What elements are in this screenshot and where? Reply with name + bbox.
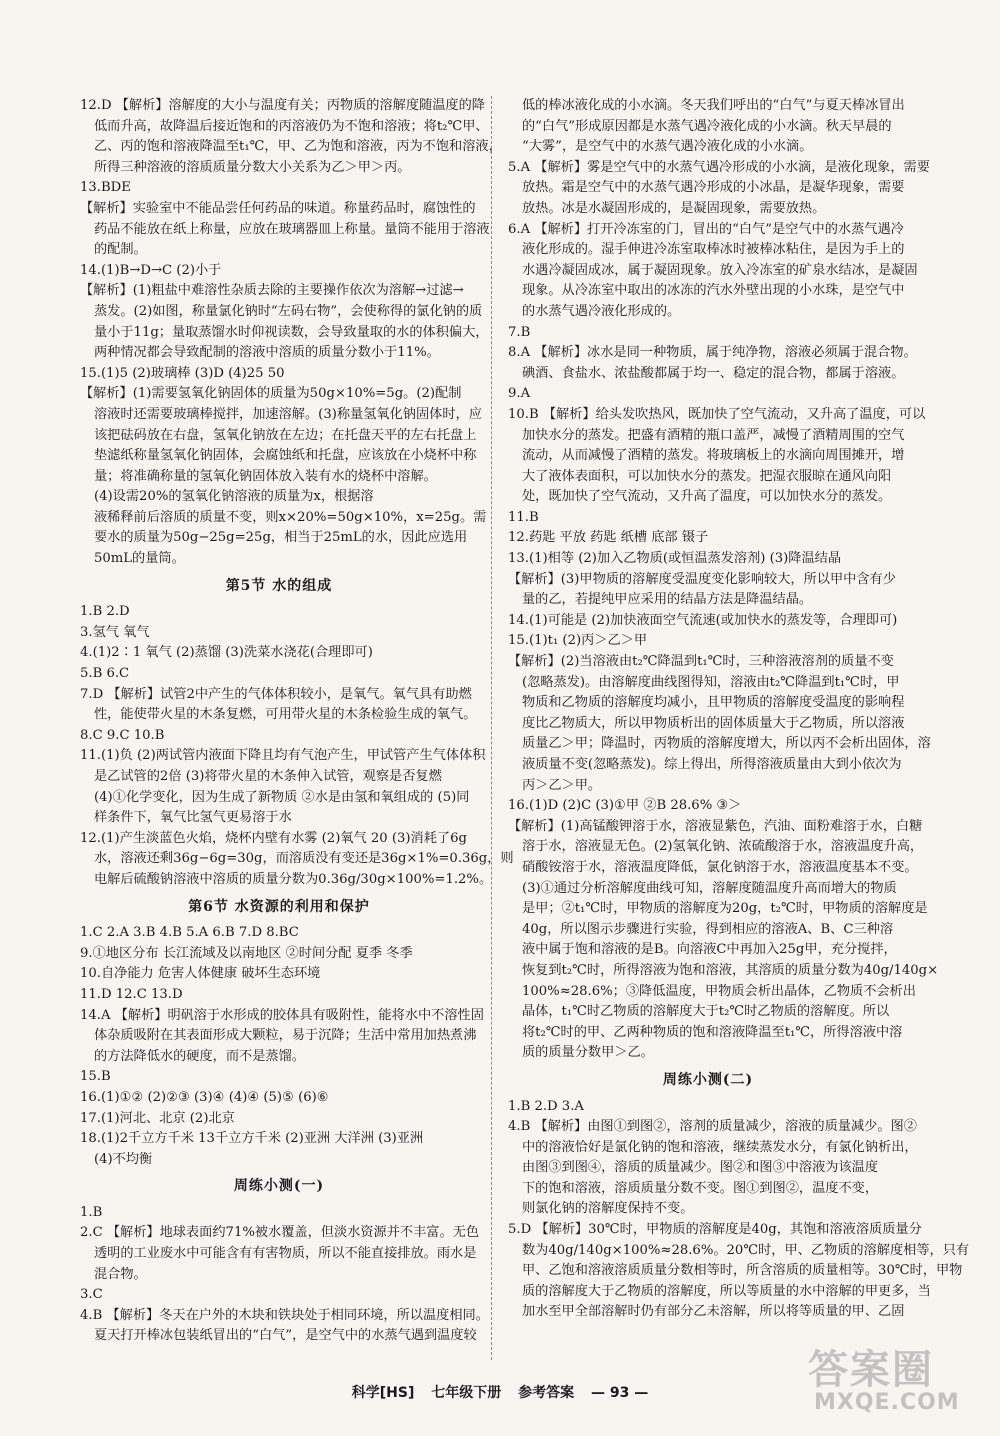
answer-line: 【解析】(1)高锰酸钾溶于水，溶液显紫色，汽油、面粉难溶于水，白糖 — [508, 818, 923, 834]
answer-line: 3.氢气 氧气 — [80, 624, 150, 640]
answer-line: 放热。霜是空气中的水蒸气遇冷形成的小冰晶，是凝华现象，需要 — [522, 180, 905, 196]
answer-line: 【解析】(2)当溶液由t₂℃降温到t₁℃时，三种溶液溶剂的质量不变 — [508, 654, 894, 670]
answer-line: 【解析】(1)粗盐中难溶性杂质去除的主要操作依次为溶解→过滤→ — [80, 283, 464, 299]
answer-line: 甲、乙饱和溶液溶质质量分数相等时，所含溶质的质量相等。30℃时，甲物 — [522, 1263, 963, 1279]
answer-line: 是甲；②t₁℃时，甲物质的溶解度为20g，t₂℃时，甲物质的溶解度是 — [522, 901, 928, 917]
answer-line: 溶于水，溶液显无色。(2)氢氧化钠、浓硫酸溶于水，溶液温度升高， — [522, 839, 924, 855]
answer-line: 水，溶液还剩36g−6g=30g，而溶质没有变还是36g×1%=0.36g，则 — [94, 851, 514, 867]
answer-line: 由图③到图④，溶质的质量减少。图②和图③中溶液为该温度 — [522, 1160, 879, 1176]
column-divider — [491, 96, 492, 1360]
answer-line: 8.C 9.C 10.B — [80, 727, 165, 743]
answer-line: 13.BDE — [80, 180, 131, 196]
answer-line: 5.B 6.C — [80, 666, 130, 682]
answer-line: 性，能使带火星的木条复燃，可用带火星的木条检验生成的氧气。 — [94, 707, 477, 723]
footer-label: 参考答案 — [518, 1385, 575, 1401]
answer-line: 9.A — [508, 386, 531, 402]
answer-line: 低的棒冰液化成的小水滴。冬天我们呼出的“白气”与夏天棒冰冒出 — [522, 98, 905, 113]
answer-line: 18.(1)2千立方千米 13千立方千米 (2)亚洲 大洋洲 (3)亚洲 — [80, 1131, 424, 1147]
answer-line: 11.B — [508, 509, 539, 525]
answer-line: 5.D 【解析】30℃时，甲物质的溶解度是40g，其饱和溶液溶质质量分 — [508, 1222, 922, 1238]
answer-line: 混合物。 — [94, 1266, 147, 1282]
answer-line: 样条件下，氧气比氢气更易溶于水 — [94, 810, 292, 826]
answer-line: 两种情况都会导致配制的溶液中溶质的质量分数小于11%。 — [94, 345, 440, 361]
answer-line: 放热。冰是水凝固形成的，是凝固现象，需要放热。 — [522, 200, 826, 216]
answer-line: (4)①化学变化，因为生成了新物质 ②水是由氢和氧组成的 (5)同 — [94, 789, 470, 805]
footer-page-number: — 93 — — [591, 1385, 649, 1401]
answer-line: 4.B 【解析】冬天在户外的木块和铁块处于相同环境，所以温度相同。 — [80, 1307, 489, 1323]
answer-line: 1.C 2.A 3.B 4.B 5.A 6.B 7.D 8.BC — [80, 925, 299, 941]
right-column — [508, 96, 970, 1323]
answer-line: 要水的质量为50g−25g=25g，相当于25mL的水，因此应选用 — [94, 530, 468, 546]
answer-line: 该把砝码放在右盘，氢氧化钠放在左边；在托盘天平的左右托盘上 — [94, 427, 477, 443]
answer-line: (3)①通过分析溶解度曲线可知，溶解度随温度升高而增大的物质 — [522, 880, 897, 896]
answer-line: 14.(1)可能是 (2)加快液面空气流速(或加快水的蒸发等，合理即可) — [508, 612, 898, 628]
answer-line: 9.①地区分布 长江流域及以南地区 ②时间分配 夏季 冬季 — [80, 945, 413, 961]
answer-line: 液质量不变(忽略蒸发)。综上得出，所得溶液质量由大到小依次为 — [522, 757, 902, 772]
answer-line: 硝酸铵溶于水，溶液温度降低，氯化钠溶于水，溶液温度基本不变。 — [522, 859, 918, 875]
answer-line: 12.D 【解析】溶解度的大小与温度有关；丙物质的溶解度随温度的降 — [80, 98, 485, 113]
answer-line: 液中属于饱和溶液的是B。向溶液C中再加入25g甲，充分搅拌， — [522, 942, 897, 958]
section-heading: 周练小测(一) — [233, 1178, 325, 1195]
answer-line: 10.B 【解析】给头发吹热风，既加快了空气流动，又升高了温度，可以 — [508, 406, 926, 422]
answer-line: 11.D 12.C 13.D — [80, 986, 183, 1002]
answer-line: 16.(1)D (2)C (3)①甲 ②B 28.6% ③＞ — [508, 798, 742, 814]
answer-line: 14.A 【解析】明矾溶于水形成的胶体具有吸附性，能将水中不溶性固 — [80, 1007, 484, 1023]
answer-line: (4)设需20%的氢氧化钠溶液的质量为x，根据溶 — [94, 489, 374, 505]
left-column — [80, 96, 514, 1347]
answer-line: (4)不均衡 — [94, 1151, 153, 1167]
answer-line: 液化形成的。湿手伸进冷冻室取棒冰时被棒冰粘住，是因为手上的 — [522, 242, 905, 258]
watermark-text: 答案圈 — [808, 1347, 934, 1393]
answer-line: 8.A 【解析】冰水是同一种物质，属于纯净物，溶液必须属于混合物。 — [508, 345, 917, 361]
answer-line: 加水至甲全部溶解时仍有部分乙未溶解，所以将等质量的甲、乙固 — [522, 1304, 905, 1320]
answer-line: 低而升高，故降温后接近饱和的丙溶液仍为不饱和溶液；将t₂℃甲、 — [94, 118, 489, 134]
answer-line: 碘酒、食盐水、浓盐酸都属于均一、稳定的混合物，都属于溶液。 — [522, 365, 905, 381]
footer-subject: 科学[HS] — [351, 1385, 415, 1401]
watermark-url: MXQE.COM — [814, 1390, 960, 1415]
answer-line: 1.B 2.D — [80, 604, 130, 620]
answer-line: 1.B 2.D 3.A — [508, 1098, 584, 1114]
answer-line: 体杂质吸附在其表面形成大颗粒，易于沉降；生活中常用加热煮沸 — [94, 1028, 477, 1044]
answer-line: 液稀释前后溶质的质量不变，则x×20%=50g×10%，x=25g。需 — [94, 509, 487, 525]
answer-line: 16.(1)①② (2)②③ (3)④ (4)④ (5)⑤ (6)⑥ — [80, 1089, 329, 1105]
answer-line: 量的乙，若提纯甲应采用的结晶方法是降温结晶。 — [522, 592, 813, 608]
answer-line: 乙、丙的饱和溶液降温至t₁℃，甲、乙为饱和溶液，丙为不饱和溶液， — [94, 139, 502, 155]
answer-line: 100%≈28.6%；③降低温度，甲物质会析出晶体，乙物质不会析出 — [522, 983, 916, 999]
answer-line: 夏天打开棒冰包装纸冒出的“白气”，是空气中的水蒸气遇到温度较 — [94, 1328, 477, 1344]
answer-line: 12.药匙 平放 药匙 纸槽 底部 镊子 — [508, 530, 709, 546]
answer-line: 垫滤纸称量氢氧化钠固体，会腐蚀纸和托盘，应该放在小烧杯中称 — [94, 448, 477, 464]
answer-line: 【解析】(1)需要氢氧化钠固体的质量为50g×10%=5g。(2)配制 — [80, 386, 462, 402]
answer-line: 数为40g/140g×100%≈28.6%。20℃时，甲、乙物质的溶解度相等，只有 — [522, 1242, 970, 1258]
answer-line: 质量乙＞甲；降温时，丙物质的溶解度增大，所以丙不会析出固体，溶 — [522, 736, 931, 752]
answer-line: 15.B — [80, 1069, 111, 1085]
section-heading: 第6节 水资源的利用和保护 — [188, 898, 370, 915]
answer-line: 的配制。 — [94, 242, 147, 258]
answer-line: 量；将准确称量的氢氧化钠固体放入装有水的烧杯中溶解。 — [94, 468, 437, 484]
answer-line: 度比乙物质大，所以甲物质析出的固体质量大于乙物质，所以溶液 — [522, 715, 905, 731]
answer-line: 加快水分的蒸发。把盛有酒精的瓶口盖严，减慢了酒精周围的空气 — [522, 427, 905, 443]
answer-line: 水遇冷凝固成冰，属于凝固现象。放入冷冻室的矿泉水结冰，是凝固 — [522, 262, 918, 278]
answer-line: 2.C 【解析】地球表面约71%被水覆盖，但淡水资源并不丰富。无色 — [80, 1225, 480, 1241]
answer-line: 恢复到t₂℃时，所得溶液为饱和溶液，其溶质的质量分数为40g/140g× — [522, 962, 939, 978]
answer-line: 电解后硫酸钠溶液中溶质的质量分数为0.36g/30g×100%=1.2%。 — [94, 871, 493, 887]
answer-line: 14.(1)B→D→C (2)小于 — [80, 262, 222, 278]
section-heading: 周练小测(二) — [662, 1071, 754, 1088]
answer-line: 药品不能放在纸上称量，应放在玻璃器皿上称量。量筒不能用于溶液 — [94, 221, 490, 237]
answer-line: 11.(1)负 (2)两试管内液面下降且均有气泡产生，甲试管产生气体体积 — [80, 748, 486, 764]
answer-line: 量小于11g；量取蒸馏水时仰视读数，会导致量取的水的体积偏大， — [94, 324, 489, 340]
answer-line: 【解析】(3)甲物质的溶解度受温度变化影响较大，所以甲中含有少 — [508, 571, 896, 587]
section-heading: 第5节 水的组成 — [225, 577, 333, 594]
answer-line: 质的质量分数甲＞乙。 — [522, 1045, 654, 1061]
answer-line: 大了液体表面积，可以加快水分的蒸发。把湿衣服晾在通风向阳 — [522, 468, 892, 484]
answer-line: 10.自净能力 危害人体健康 破坏生态环境 — [80, 966, 321, 982]
answer-line: 13.(1)相等 (2)加入乙物质(或恒温蒸发溶剂) (3)降温结晶 — [508, 551, 842, 567]
answer-line: 【解析】实验室中不能品尝任何药品的味道。称量药品时，腐蚀性的 — [80, 200, 476, 216]
answer-line: 4.B 【解析】由图①到图②，溶剂的质量减少，溶液的质量减少。图② — [508, 1119, 917, 1135]
answer-line: 7.D 【解析】试管2中产生的气体体积较小，是氧气。氧气具有助燃 — [80, 686, 472, 702]
answer-line: 流动，从而减慢了酒精的蒸发。将玻璃板上的水滴向周围摊开，增 — [522, 448, 905, 464]
answer-line: 现象。从冷冻室中取出的冰冻的汽水外壁出现的小水珠，是空气中 — [522, 283, 905, 299]
answer-line: 12.(1)产生淡蓝色火焰，烧杯内壁有水雾 (2)氧气 20 (3)消耗了6g — [80, 830, 467, 846]
answer-line: 透明的工业废水中可能含有有害物质，所以不能直接排放。雨水是 — [94, 1246, 477, 1262]
footer-grade: 七年级下册 — [431, 1385, 502, 1401]
answer-line: 是乙试管的2倍 (3)将带火星的木条伸入试管，观察是否复燃 — [94, 769, 442, 784]
answer-line: 4.(1)2∶1 氧气 (2)蒸馏 (3)洗菜水浇花(合理即可) — [80, 645, 373, 661]
answer-line: 的水蒸气遇冷液化形成的。 — [522, 303, 681, 319]
answer-line: 丙＞乙＞甲。 — [522, 777, 602, 793]
answer-line: “大雾”，是空气中的水蒸气遇冷液化成的小水滴。 — [522, 139, 813, 155]
answer-line: 晶体，t₁℃时乙物质的溶解度大于t₂℃时乙物质的溶解度。所以 — [522, 1004, 890, 1020]
answer-line: 溶液时还需要玻璃棒搅拌，加速溶解。(3)称量氢氧化钠固体时，应 — [94, 406, 482, 422]
answer-line: 的“白气”形成原因都是水蒸气遇冷液化成的小水滴。秋天早晨的 — [522, 118, 892, 134]
answer-line: 将t₂℃时的甲、乙两种物质的饱和溶液降温至t₁℃，所得溶液中溶 — [522, 1024, 903, 1040]
answer-line: 下的饱和溶液，溶质质量分数不变。图①到图②，温度不变， — [522, 1180, 879, 1196]
answer-line: 5.A 【解析】雾是空气中的水蒸气遇冷形成的小水滴，是液化现象，需要 — [508, 159, 930, 175]
answer-line: 15.(1)5 (2)玻璃棒 (3)D (4)25 50 — [80, 365, 285, 381]
answer-line: 17.(1)河北、北京 (2)北京 — [80, 1110, 235, 1126]
answer-line: 处，既加快了空气流动，又升高了温度，可以加快水分的蒸发。 — [522, 489, 892, 505]
answer-line: 蒸发。(2)如图，称量氯化钠时“左码右物”，会使称得的氯化钠的质 — [94, 303, 483, 319]
answer-line: 中的溶液恰好是氯化钠的饱和溶液，继续蒸发水分，有氯化钠析出， — [522, 1139, 918, 1155]
answer-line: (忽略蒸发)。由溶解度曲线图得知，溶液由t₂℃降温到t₁℃时，甲 — [522, 674, 900, 690]
answer-line: 7.B — [508, 324, 531, 340]
answer-line: 的方法降低水的硬度，而不是蒸馏。 — [94, 1048, 305, 1064]
answer-line: 则氯化钠的溶解度保持不变。 — [522, 1201, 694, 1217]
answer-line: 3.C — [80, 1287, 103, 1303]
answer-line: 15.(1)t₁ (2)丙＞乙＞甲 — [508, 633, 648, 649]
watermark-logo — [804, 1338, 974, 1428]
answer-line: 质的溶解度大于乙物质的溶解度，所以等质量的水中溶解的甲更多，当 — [522, 1283, 931, 1299]
answer-line: 6.A 【解析】打开冷冻室的门，冒出的“白气”是空气中的水蒸气遇冷 — [508, 221, 904, 237]
answer-line: 40g，所以图示步骤进行实验，得到相应的溶液A、B、C三种溶 — [522, 921, 894, 937]
answer-line: 1.B — [80, 1204, 103, 1220]
answer-line: 物质和乙物质的溶解度均减小，且甲物质的溶解度受温度的影响程 — [522, 695, 905, 711]
answer-line: 所得三种溶液的溶质质量分数大小关系为乙＞甲＞丙。 — [94, 159, 411, 175]
answer-line: 50mL的量筒。 — [94, 551, 185, 567]
